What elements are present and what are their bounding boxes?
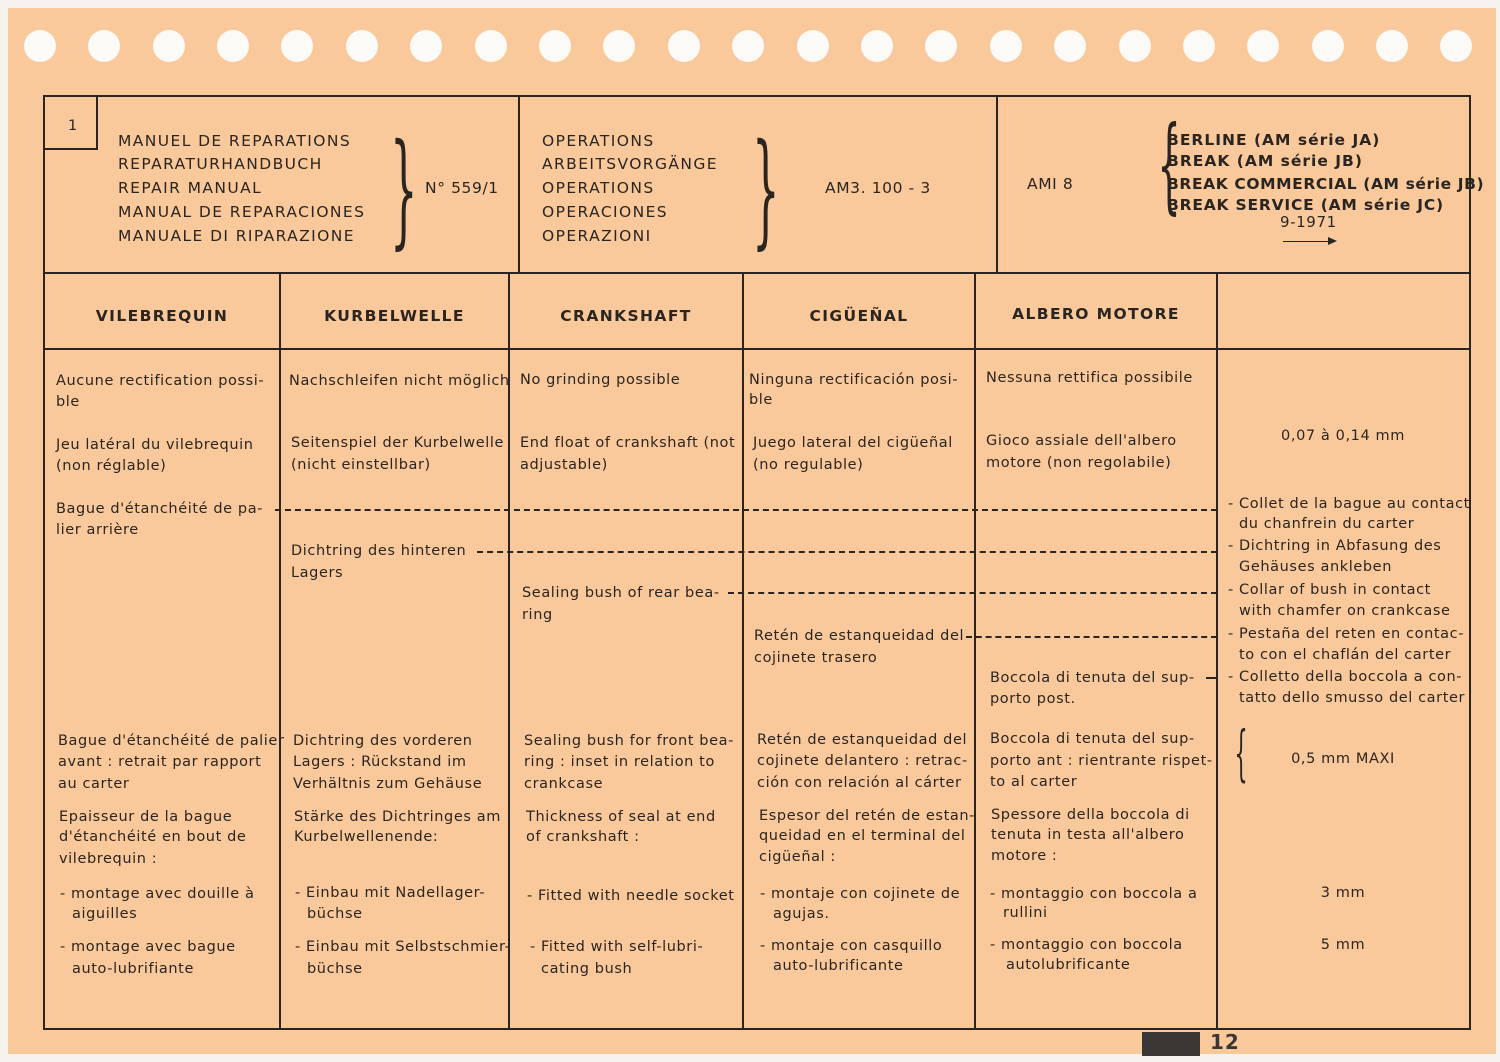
cell-fr: Bague d'étanchéité de palier	[58, 733, 285, 749]
cell-en: Sealing bush of rear bea-	[522, 585, 720, 601]
leader-line-fr	[275, 509, 1217, 511]
column-header-fr: VILEBREQUIN	[95, 307, 229, 325]
header-col-divider	[518, 95, 520, 273]
note-it: - Colletto della boccola a con-	[1228, 669, 1463, 685]
page-number: 12	[1210, 1030, 1240, 1054]
manual-title-es: MANUAL DE REPARACIONES	[118, 203, 366, 221]
manual-title-it: MANUALE DI RIPARAZIONE	[118, 227, 355, 245]
binder-hole	[797, 30, 829, 62]
binder-hole	[668, 30, 700, 62]
header-col-divider	[996, 95, 998, 273]
vehicle-variant: BERLINE (AM série JA)	[1167, 131, 1381, 149]
column-divider	[742, 273, 744, 1030]
manual-title-en: REPAIR MANUAL	[118, 179, 263, 197]
cell-fr: Aucune rectification possi-	[56, 373, 265, 389]
note-de: Gehäuses ankleben	[1239, 559, 1392, 575]
cell-de: (nicht einstellbar)	[291, 457, 431, 473]
binder-hole	[1247, 30, 1279, 62]
cell-en: ring : inset in relation to	[524, 754, 715, 770]
cell-de: Nachschleifen nicht möglich	[289, 373, 510, 389]
operations-title-fr: OPERATIONS	[542, 132, 655, 150]
column-header-es: CIGÜEÑAL	[809, 307, 909, 325]
cell-it: porto post.	[990, 691, 1076, 707]
binder-hole	[861, 30, 893, 62]
cell-it: Spessore della boccola di	[991, 807, 1190, 823]
binder-hole	[346, 30, 378, 62]
value-selflub: 5 mm	[1320, 937, 1366, 953]
cell-de: Verhältnis zum Gehäuse	[293, 776, 483, 792]
column-header-it: ALBERO MOTORE	[1012, 305, 1180, 323]
cell-fr: d'étanchéité en bout de	[59, 829, 247, 845]
cell-es: cojinete trasero	[754, 650, 878, 666]
cell-it: Gioco assiale dell'albero	[986, 433, 1177, 449]
binder-hole	[1119, 30, 1151, 62]
cell-es: Juego lateral del cigüeñal	[753, 435, 953, 451]
cell-de: Stärke des Dichtringes am	[294, 809, 501, 825]
cell-en: No grinding possible	[520, 372, 681, 388]
cell-en: Sealing bush for front bea-	[524, 733, 734, 749]
manual-number: N° 559/1	[425, 179, 499, 197]
vehicle-variant: BREAK SERVICE (AM série JC)	[1167, 196, 1444, 214]
binder-hole	[1440, 30, 1472, 62]
cell-de: - Einbau mit Selbstschmier-	[295, 939, 511, 955]
cell-fr: Bague d'étanchéité de pa-	[56, 501, 264, 517]
note-es: - Pestaña del reten en contac-	[1228, 626, 1465, 642]
binder-hole	[88, 30, 120, 62]
cell-en: - Fitted with self-lubri-	[530, 939, 704, 955]
cell-de: - Einbau mit Nadellager-	[295, 885, 486, 901]
vehicle-variant: BREAK COMMERCIAL (AM série JB)	[1167, 175, 1485, 193]
note-de: - Dichtring in Abfasung des	[1228, 538, 1442, 554]
binder-hole	[217, 30, 249, 62]
cell-en: adjustable)	[520, 457, 608, 473]
binder-hole	[1054, 30, 1086, 62]
cell-it: Boccola di tenuta del sup-	[990, 731, 1195, 747]
leader-line-it	[1206, 677, 1217, 679]
cell-en: ring	[522, 607, 553, 623]
binder-hole	[732, 30, 764, 62]
cell-en: of crankshaft :	[526, 829, 640, 845]
cell-fr: - montage avec douille à	[60, 886, 255, 902]
brace-front-seal: }	[1234, 723, 1248, 793]
cell-it: motore (non regolabile)	[986, 455, 1172, 471]
note-en: with chamfer on crankcase	[1239, 603, 1451, 619]
cell-fr: vilebrequin :	[59, 851, 158, 867]
brace-operations: }	[752, 118, 780, 262]
cell-it: tenuta in testa all'albero	[991, 827, 1185, 843]
binder-hole	[990, 30, 1022, 62]
binder-hole	[410, 30, 442, 62]
cell-it: - montaggio con boccola	[990, 937, 1183, 953]
cell-en: crankcase	[524, 776, 604, 792]
cell-it: porto ant : rientrante rispet-	[990, 753, 1213, 769]
cell-fr: aiguilles	[72, 906, 138, 922]
cell-es: ble	[749, 392, 773, 408]
cell-es: ción con relación al cárter	[757, 775, 962, 791]
note-fr: du chanfrein du carter	[1239, 516, 1415, 532]
number-box-edge	[96, 95, 98, 150]
number-box-edge	[43, 148, 97, 150]
note-fr: - Collet de la bague au contact	[1228, 496, 1470, 512]
cell-en: Thickness of seal at end	[526, 809, 716, 825]
binder-hole	[1183, 30, 1215, 62]
cell-fr: lier arrière	[56, 522, 139, 538]
binder-hole	[475, 30, 507, 62]
cell-fr: - montage avec bague	[60, 939, 236, 955]
binder-hole	[153, 30, 185, 62]
binder-hole	[539, 30, 571, 62]
cell-es: cigüeñal :	[759, 849, 836, 865]
operation-code: AM3. 100 - 3	[825, 179, 931, 197]
cell-es: - montaje con cojinete de	[760, 886, 961, 902]
value-front-seal: 0,5 mm MAXI	[1291, 751, 1395, 767]
cell-en: cating bush	[541, 961, 633, 977]
cell-es: queidad en el terminal del	[759, 828, 966, 844]
cell-de: Lagers : Rückstand im	[293, 754, 467, 770]
cell-es: auto-lubrificante	[773, 958, 904, 974]
cell-de: büchse	[307, 961, 363, 977]
brace-manual: }	[390, 118, 418, 262]
cell-de: büchse	[307, 906, 363, 922]
cell-fr: Epaisseur de la bague	[59, 809, 233, 825]
vehicle-model: AMI 8	[1027, 175, 1074, 193]
operations-title-de: ARBEITSVORGÄNGE	[542, 155, 718, 173]
cell-fr: avant : retrait par rapport	[58, 754, 262, 770]
cell-es: - montaje con casquillo	[760, 938, 943, 954]
column-divider	[1216, 273, 1218, 1030]
cell-de: Seitenspiel der Kurbelwelle	[291, 435, 505, 451]
binder-hole	[925, 30, 957, 62]
cell-es: Ninguna rectificación posi-	[749, 372, 959, 388]
cell-it: - montaggio con boccola a	[990, 886, 1198, 902]
cell-fr: ble	[56, 394, 80, 410]
operations-title-en: OPERATIONS	[542, 179, 655, 197]
cell-en: - Fitted with needle socket	[527, 888, 735, 904]
binder-hole	[603, 30, 635, 62]
page-tab	[1142, 1032, 1200, 1056]
cell-it: autolubrificante	[1006, 957, 1131, 973]
binder-hole	[281, 30, 313, 62]
column-divider	[279, 273, 281, 1030]
leader-line-es	[966, 636, 1217, 638]
cell-de: Dichtring des vorderen	[293, 733, 473, 749]
cell-it: rullini	[1003, 905, 1048, 921]
vehicle-variant: BREAK (AM série JB)	[1167, 152, 1363, 170]
cell-es: (no regulable)	[753, 457, 864, 473]
operations-title-it: OPERAZIONI	[542, 227, 652, 245]
value-endfloat: 0,07 à 0,14 mm	[1281, 428, 1405, 444]
cell-fr: au carter	[58, 776, 130, 792]
cell-it: to al carter	[990, 774, 1078, 790]
note-en: - Collar of bush in contact	[1228, 582, 1431, 598]
brace-vehicle: }	[1157, 113, 1181, 235]
column-header-en: CRANKSHAFT	[560, 307, 692, 325]
binder-hole	[1312, 30, 1344, 62]
cell-es: Retén de estanqueidad del	[757, 732, 968, 748]
cell-it: Nessuna rettifica possibile	[986, 370, 1193, 386]
right-arrow-icon	[1283, 241, 1335, 242]
cell-es: Retén de estanqueidad del	[754, 628, 965, 644]
note-it: tatto dello smusso del carter	[1239, 690, 1466, 706]
cell-es: agujas.	[773, 906, 830, 922]
cell-it: Boccola di tenuta del sup-	[990, 670, 1195, 686]
header-divider	[43, 272, 1471, 274]
cell-it: motore :	[991, 848, 1058, 864]
manual-title-de: REPARATURHANDBUCH	[118, 155, 323, 173]
manual-title-fr: MANUEL DE REPARATIONS	[118, 132, 352, 150]
cell-fr: (non réglable)	[56, 458, 167, 474]
cell-fr: Jeu latéral du vilebrequin	[56, 437, 254, 453]
cell-es: Espesor del retén de estan-	[759, 808, 975, 824]
cell-de: Lagers	[291, 565, 344, 581]
cell-es: cojinete delantero : retrac-	[757, 753, 968, 769]
value-needle: 3 mm	[1320, 885, 1366, 901]
binder-hole	[1376, 30, 1408, 62]
cell-de: Kurbelwellenende:	[294, 829, 439, 845]
cell-en: End float of crankshaft (not	[520, 435, 736, 451]
doc-number: 1	[68, 118, 78, 134]
binder-hole	[24, 30, 56, 62]
cell-fr: auto-lubrifiante	[72, 961, 194, 977]
column-header-divider	[43, 348, 1471, 350]
leader-line-de	[477, 551, 1217, 553]
leader-line-en	[728, 592, 1217, 594]
column-divider	[974, 273, 976, 1030]
column-header-de: KURBELWELLE	[324, 307, 465, 325]
operations-title-es: OPERACIONES	[542, 203, 669, 221]
cell-de: Dichtring des hinteren	[291, 543, 467, 559]
note-es: to con el chaflán del carter	[1239, 647, 1452, 663]
vehicle-date: 9-1971	[1280, 213, 1337, 231]
